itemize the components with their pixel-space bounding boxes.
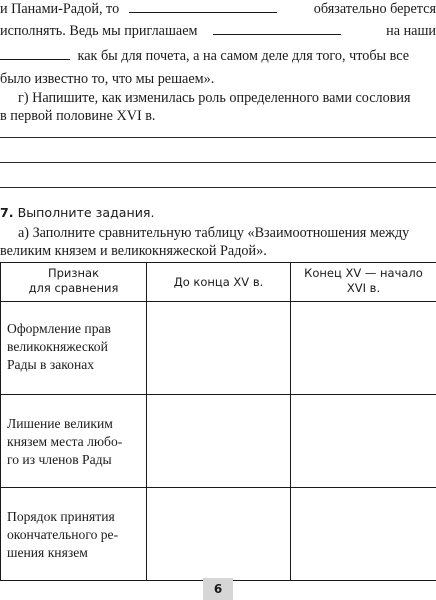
answer-cell-before[interactable] (147, 395, 291, 488)
question-g-text: г) Напишите, как изменилась роль определенного вами сословия (18, 90, 411, 106)
answer-line[interactable] (0, 162, 436, 163)
criterion-line: Порядок принятия (7, 509, 115, 524)
task-a-line-1 (0, 224, 436, 242)
answer-cell-after[interactable] (291, 302, 436, 395)
text-fragment: как бы для почета, а на самом деле для того, чтобы все (77, 48, 410, 64)
criterion-line: Лишение великим (7, 416, 113, 431)
task-a-text: а) Заполните сравнительную таблицу «Взаимоотношения между (18, 225, 410, 241)
answer-cell-after[interactable] (291, 395, 436, 488)
criterion-line: го из членов Рады (7, 452, 112, 467)
header-xv-xvi (291, 263, 436, 302)
section-number: 7. (0, 205, 14, 220)
answer-blank[interactable] (213, 22, 341, 35)
text-fragment: было известно то, что мы решаем». (0, 71, 215, 87)
criterion-cell (1, 488, 147, 581)
text-fragment: и Панами-Радой, то (0, 1, 120, 17)
answer-line[interactable] (0, 137, 436, 138)
table-row (1, 395, 436, 488)
criterion-line: великокняжеской (7, 339, 108, 354)
answer-cell-before[interactable] (147, 488, 291, 581)
answer-line[interactable] (0, 187, 436, 188)
criterion-line: князем места любо- (7, 434, 123, 449)
answer-blank[interactable] (129, 0, 277, 13)
header-line: До конца XV в. (173, 274, 264, 289)
header-criterion (1, 263, 147, 302)
criterion-cell (1, 395, 147, 488)
criterion-cell (1, 302, 147, 395)
text-fragment: обязательно берется (313, 1, 436, 17)
table-row (1, 488, 436, 581)
header-before-xv (147, 263, 291, 302)
criterion-line: Рады в законах (7, 357, 95, 372)
section-7-heading (0, 204, 155, 222)
task-a-text: великим князем и великокняжеской Радой». (0, 243, 267, 259)
header-line: XVI в. (346, 281, 381, 295)
question-g-line-2 (0, 107, 436, 125)
text-line-2 (0, 22, 436, 40)
text-fragment: исполнять. Ведь мы приглашаем (0, 23, 198, 39)
header-line: для сравнения (28, 281, 119, 295)
table-header-row (1, 263, 436, 302)
section-title: Выполните задания. (17, 205, 155, 220)
text-line-3 (0, 47, 436, 65)
table-row (1, 302, 436, 395)
text-line-4 (0, 70, 436, 88)
criterion-line: окончательного ре- (7, 527, 119, 542)
task-a-line-2 (0, 242, 436, 260)
header-line: Признак (47, 266, 100, 280)
answer-cell-before[interactable] (147, 302, 291, 395)
question-g-line-1 (0, 89, 436, 107)
criterion-line: Оформление прав (7, 321, 111, 336)
comparison-table (0, 262, 436, 581)
criterion-line: шения князем (7, 545, 88, 560)
question-g-text: в первой половине XVI в. (0, 108, 156, 124)
page-number: 6 (203, 578, 233, 600)
text-fragment: на наши (386, 23, 436, 39)
text-line-1 (0, 0, 436, 18)
header-line: Конец XV — начало (304, 266, 423, 280)
answer-blank[interactable] (0, 47, 70, 60)
answer-cell-after[interactable] (291, 488, 436, 581)
